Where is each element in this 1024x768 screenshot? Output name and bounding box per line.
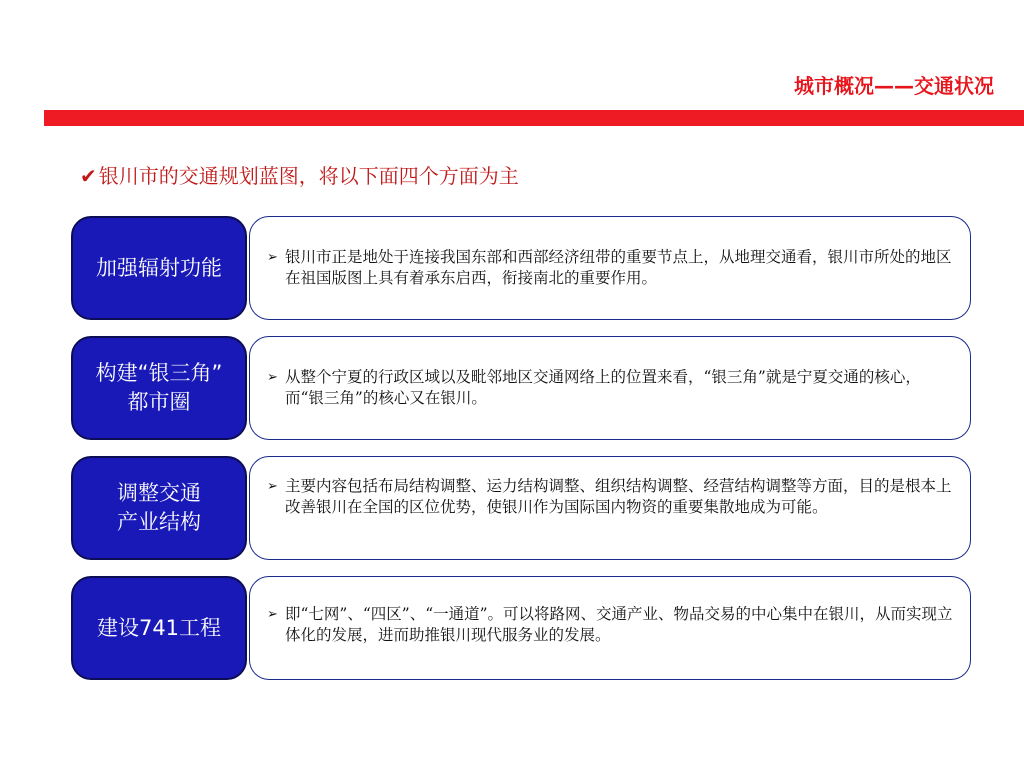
bullet-item: [267, 604, 957, 646]
check-icon: ✔: [80, 164, 97, 188]
bullet-item: [267, 247, 957, 289]
label-line: 构建“银三角”: [95, 361, 223, 385]
plan-row-741: [71, 576, 973, 682]
label-box: [71, 336, 247, 440]
page-header-title: 城市概况——交通状况: [794, 74, 994, 98]
bullet-item: [267, 367, 957, 409]
label-line: 产业结构: [117, 510, 201, 534]
bullet-text: 银川市正是地处于连接我国东部和西部经济纽带的重要节点上，从地理交通看，银川市所处的地区在祖国版图上具有着承东启西，衔接南北的重要作用。: [285, 248, 952, 287]
arrow-bullet-icon: ➢: [267, 370, 278, 385]
intro-text: 银川市的交通规划蓝图，将以下面四个方面为主: [98, 164, 519, 188]
label-line: 建设741工程: [96, 615, 222, 640]
intro-line: [80, 160, 519, 189]
bullet-text: 主要内容包括布局结构调整、运力结构调整、组织结构调整、经营结构调整等方面，目的是根本上改善银川在全国的区位优势，使银川作为国际国内物资的重要集散地成为可能。: [285, 477, 952, 516]
arrow-bullet-icon: ➢: [267, 250, 278, 265]
label-box: [71, 456, 247, 560]
bullet-text: 即“七网”、“四区”、“一通道”。可以将路网、交通产业、物品交易的中心集中在银川，从而实现立体化的发展，进而助推银川现代服务业的发展。: [285, 605, 953, 644]
header-divider-bar: [44, 110, 1024, 126]
label-line: 都市圈: [127, 390, 191, 414]
label-line: 加强辐射功能: [96, 255, 222, 280]
arrow-bullet-icon: ➢: [267, 607, 278, 622]
bullet-item: [267, 476, 957, 518]
bullet-text: 从整个宁夏的行政区域以及毗邻地区交通网络上的位置来看，“银三角”就是宁夏交通的核心，而“银三角”的核心又在银川。: [285, 368, 921, 407]
label-box: [71, 216, 247, 320]
label-line: 调整交通: [117, 481, 201, 505]
label-box: [71, 576, 247, 680]
arrow-bullet-icon: ➢: [267, 479, 278, 494]
plan-row-triangle: [71, 336, 973, 442]
plan-row-radiation: [71, 216, 973, 322]
plan-row-industry: [71, 456, 973, 562]
